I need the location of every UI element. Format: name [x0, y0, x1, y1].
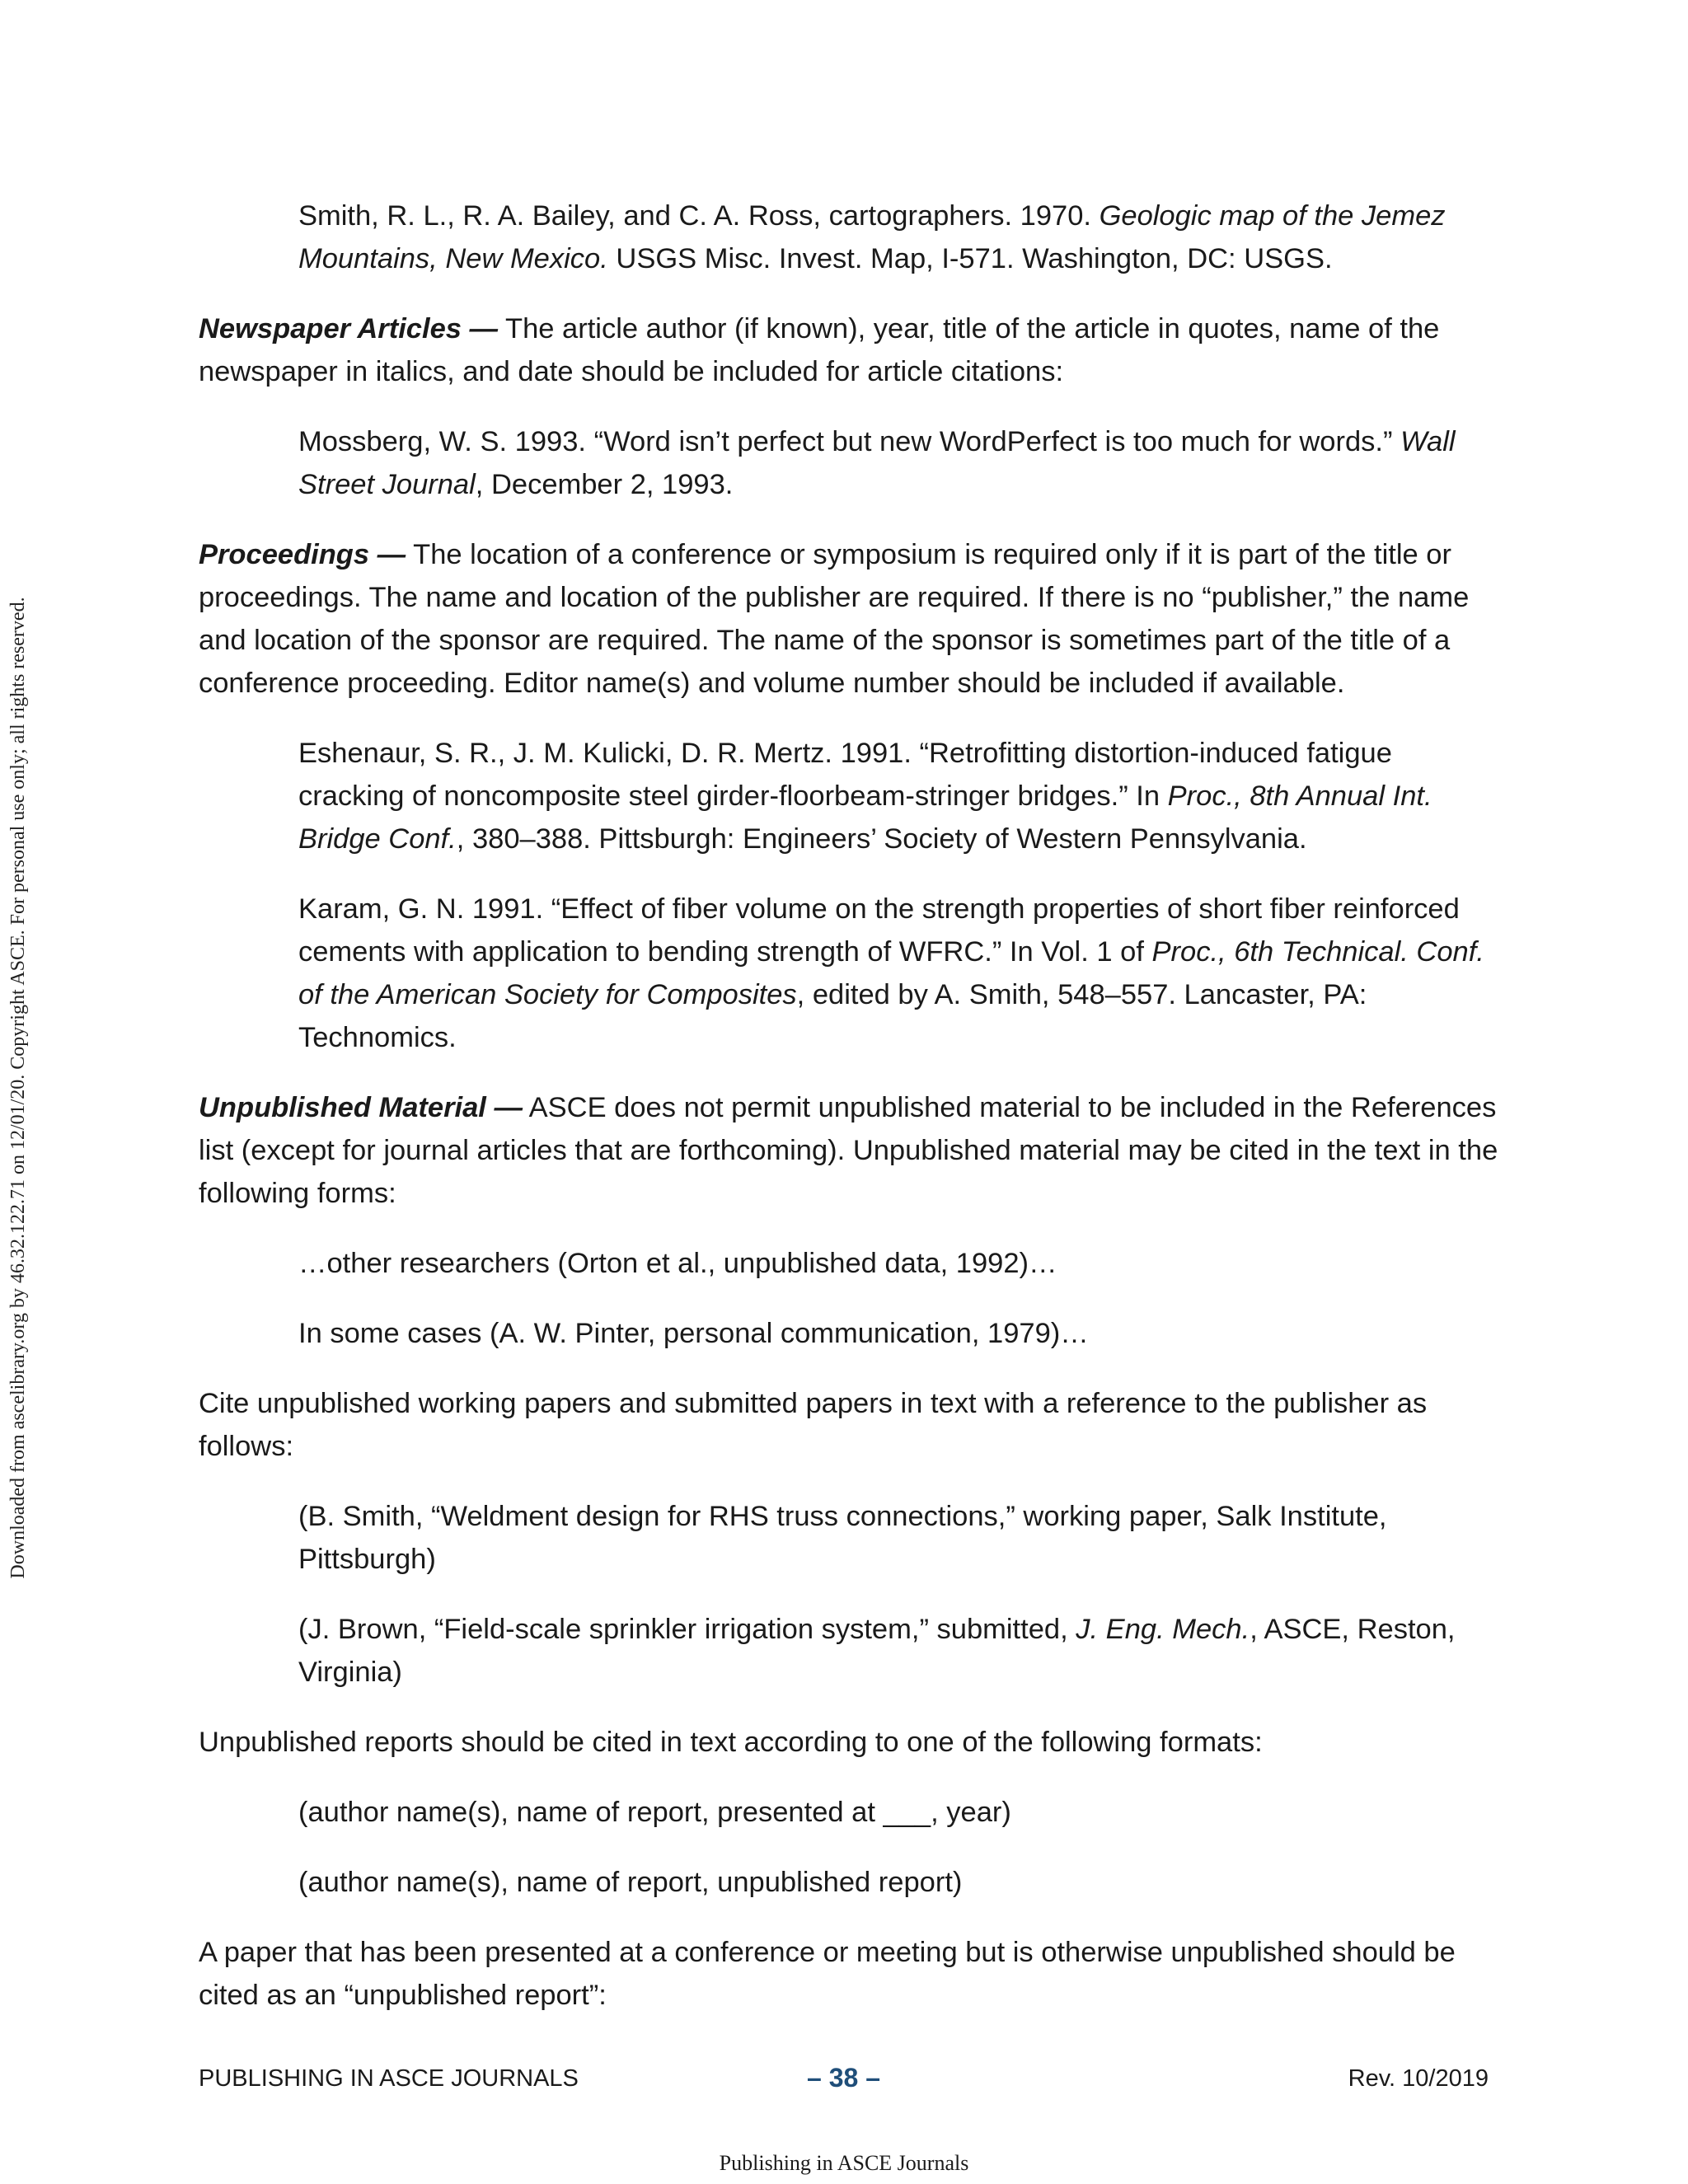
example-pinter: In some cases (A. W. Pinter, personal communication, 1979)…	[298, 1318, 1089, 1349]
ref-title: Proc., 8th Annual Int. Bridge Conf.	[298, 780, 1432, 855]
ref-text: Karam, G. N. 1991. “Effect of fiber volume on the strength properties of short fiber reinforced cements with application to bending strength of WFRC.” In Vol. 1 of	[298, 893, 1460, 968]
section-label: Unpublished Material —	[199, 1092, 523, 1123]
ref-text: , ASCE, Reston, Virginia)	[298, 1614, 1456, 1688]
ref-text: Mossberg, W. S. 1993. “Word isn’t perfect but new WordPerfect is too much for words.”	[298, 426, 1401, 457]
page-footer	[199, 2065, 1489, 2105]
paragraph-conference-note: A paper that has been presented at a conference or meeting but is otherwise unpublished should be cited as an “unpublished report”:	[199, 1937, 1456, 2011]
example-brown	[298, 1608, 1501, 1694]
ref-title: Wall Street Journal	[298, 426, 1456, 500]
example-bsmith: (B. Smith, “Weldment design for RHS truss connections,” working paper, Salk Institute, Pittsburgh)	[298, 1501, 1387, 1575]
ref-text: (J. Brown, “Field-scale sprinkler irrigation system,” submitted,	[298, 1614, 1076, 1645]
ref-text: USGS Misc. Invest. Map, I-571. Washington, DC: USGS.	[607, 243, 1333, 274]
page-number: – 38 –	[807, 2063, 880, 2093]
ref-title: Proc., 6th Technical. Conf. of the American Society for Composites	[298, 936, 1484, 1010]
ref-title: J. Eng. Mech.	[1076, 1614, 1250, 1645]
footer-journal-name: PUBLISHING IN ASCE JOURNALS	[199, 2065, 579, 2092]
footer-revision: Rev. 10/2019	[1348, 2065, 1489, 2092]
example-orton: …other researchers (Orton et al., unpublished data, 1992)…	[298, 1248, 1057, 1279]
example-format-unpublished: (author name(s), name of report, unpublished report)	[298, 1867, 963, 1898]
section-unpublished-material	[199, 1086, 1501, 1215]
ref-text: Eshenaur, S. R., J. M. Kulicki, D. R. Mertz. 1991. “Retrofitting distortion-induced fatigue cracking of noncomposite steel girder-floorbeam-stringer bridges.” In	[298, 738, 1392, 812]
paragraph-working-papers: Cite unpublished working papers and submitted papers in text with a reference to the publisher as follows:	[199, 1388, 1428, 1462]
reference-eshenaur	[298, 732, 1501, 860]
reference-karam	[298, 888, 1501, 1059]
ref-title: Geologic map of the Jemez Mountains, New Mexico.	[298, 200, 1446, 274]
section-text: The location of a conference or symposium is required only if it is part of the title or proceedings. The name and location of the publisher are required. If there is no “publisher,” the name and location of the sponsor are required. The name of the sponsor is sometimes part of the title of a conference proceeding. Editor name(s) and volume number should be included if available.	[199, 539, 1470, 699]
ref-text: , edited by A. Smith, 548–557. Lancaster, PA: Technomics.	[298, 979, 1367, 1053]
section-label: Newspaper Articles —	[199, 313, 499, 344]
section-text: ASCE does not permit unpublished material to be included in the References list (except for journal articles that are forthcoming). Unpublished material may be cited in the text in the following forms:	[199, 1092, 1498, 1209]
reference-mossberg	[298, 420, 1501, 506]
ref-text: , December 2, 1993.	[475, 469, 734, 500]
section-newspaper-articles	[199, 307, 1501, 393]
section-text: The article author (if known), year, title of the article in quotes, name of the newspaper in italics, and date should be included for article citations:	[199, 313, 1440, 387]
download-notice: Downloaded from ascelibrary.org by 46.32.122.71 on 12/01/20. Copyright ASCE. For personal use only; all rights reserved.	[7, 597, 29, 1579]
ref-text: , 380–388. Pittsburgh: Engineers’ Society of Western Pennsylvania.	[456, 823, 1307, 855]
page-body	[199, 194, 1501, 2017]
reference-smith-map	[298, 194, 1501, 280]
section-proceedings	[199, 533, 1501, 705]
section-label: Proceedings —	[199, 539, 406, 570]
example-format-presented: (author name(s), name of report, presented at ___, year)	[298, 1797, 1011, 1828]
paragraph-reports-intro: Unpublished reports should be cited in text according to one of the following formats:	[199, 1727, 1263, 1758]
bottom-caption: Publishing in ASCE Journals	[719, 2151, 969, 2175]
ref-text: Smith, R. L., R. A. Bailey, and C. A. Ross, cartographers. 1970.	[298, 200, 1100, 232]
